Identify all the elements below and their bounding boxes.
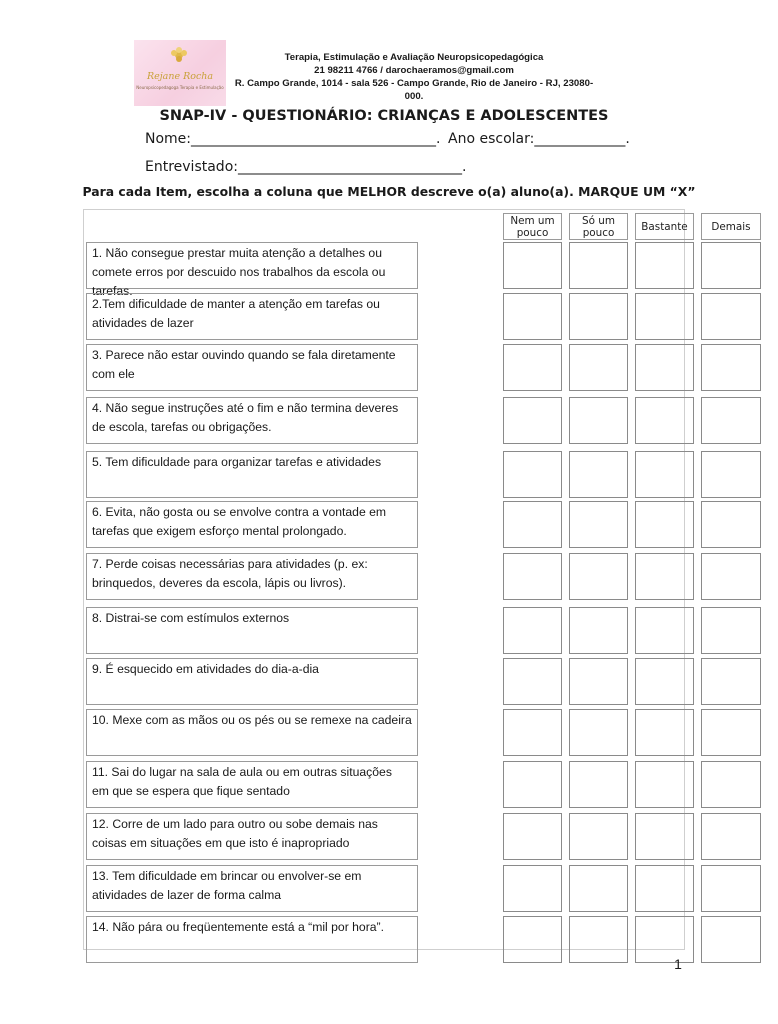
answer-cell[interactable] bbox=[701, 553, 761, 600]
answer-cell[interactable] bbox=[569, 451, 628, 498]
logo bbox=[134, 40, 226, 106]
answer-cell[interactable] bbox=[635, 813, 694, 860]
question-text: 14. Não pára ou freqüentemente está a “mil por hora”. bbox=[86, 916, 418, 963]
answer-cell[interactable] bbox=[635, 658, 694, 705]
header-info bbox=[234, 51, 594, 103]
table-row bbox=[83, 916, 685, 963]
answer-cell[interactable] bbox=[701, 397, 761, 444]
table-row bbox=[83, 865, 685, 912]
question-text: 6. Evita, não gosta ou se envolve contra a vontade em tarefas que exigem esforço mental prolongado. bbox=[86, 501, 418, 548]
answer-cell[interactable] bbox=[701, 813, 761, 860]
question-text: 7. Perde coisas necessárias para atividades (p. ex: brinquedos, deveres da escola, lápis ou livros). bbox=[86, 553, 418, 600]
answer-cell[interactable] bbox=[503, 451, 562, 498]
answer-cell[interactable] bbox=[503, 293, 562, 340]
answer-cell[interactable] bbox=[569, 658, 628, 705]
instruction-text: Para cada Item, escolha a coluna que MELHOR descreve o(a) aluno(a). MARQUE UM “X” bbox=[82, 184, 696, 199]
question-text: 8. Distrai-se com estímulos externos bbox=[86, 607, 418, 654]
answer-cell[interactable] bbox=[701, 242, 761, 289]
answer-cell[interactable] bbox=[701, 761, 761, 808]
answer-cell[interactable] bbox=[503, 709, 562, 756]
question-text: 3. Parece não estar ouvindo quando se fala diretamente com ele bbox=[86, 344, 418, 391]
answer-cell[interactable] bbox=[701, 344, 761, 391]
table-row bbox=[83, 813, 685, 860]
question-text: 12. Corre de um lado para outro ou sobe demais nas coisas em situações em que isto é inapropriado bbox=[86, 813, 418, 860]
answer-cell[interactable] bbox=[635, 397, 694, 444]
answer-cell[interactable] bbox=[569, 709, 628, 756]
answer-cell[interactable] bbox=[635, 761, 694, 808]
answer-cell[interactable] bbox=[635, 344, 694, 391]
answer-cell[interactable] bbox=[701, 709, 761, 756]
answer-cell[interactable] bbox=[503, 397, 562, 444]
answer-cell[interactable] bbox=[503, 344, 562, 391]
answer-cell[interactable] bbox=[503, 242, 562, 289]
answer-cell[interactable] bbox=[569, 344, 628, 391]
column-header: Nem um pouco bbox=[503, 213, 562, 240]
question-text: 4. Não segue instruções até o fim e não termina deveres de escola, tarefas ou obrigações. bbox=[86, 397, 418, 444]
answer-cell[interactable] bbox=[569, 242, 628, 289]
name-field[interactable]: Nome:___________________________________. bbox=[145, 131, 441, 147]
answer-cell[interactable] bbox=[701, 865, 761, 912]
answer-cell[interactable] bbox=[569, 761, 628, 808]
table-row bbox=[83, 607, 685, 654]
answer-cell[interactable] bbox=[503, 658, 562, 705]
answer-cell[interactable] bbox=[701, 916, 761, 963]
answer-cell[interactable] bbox=[635, 553, 694, 600]
answer-cell[interactable] bbox=[635, 865, 694, 912]
table-row bbox=[83, 451, 685, 498]
table-row bbox=[83, 553, 685, 600]
header-line-2: 21 98211 4766 / darochaeramos@gmail.com bbox=[314, 65, 514, 76]
flower-icon bbox=[168, 46, 190, 64]
table-row bbox=[83, 293, 685, 340]
answer-cell[interactable] bbox=[701, 607, 761, 654]
answer-cell[interactable] bbox=[503, 553, 562, 600]
question-text: 13. Tem dificuldade em brincar ou envolver-se em atividades de lazer de forma calma bbox=[86, 865, 418, 912]
column-header: Bastante bbox=[635, 213, 694, 240]
answer-cell[interactable] bbox=[701, 658, 761, 705]
question-text: 2.Tem dificuldade de manter a atenção em tarefas ou atividades de lazer bbox=[86, 293, 418, 340]
question-text: 1. Não consegue prestar muita atenção a detalhes ou comete erros por descuido nos trabalhos da escola ou tarefas. bbox=[86, 242, 418, 289]
answer-cell[interactable] bbox=[635, 293, 694, 340]
answer-cell[interactable] bbox=[569, 293, 628, 340]
answer-cell[interactable] bbox=[635, 501, 694, 548]
answer-cell[interactable] bbox=[503, 761, 562, 808]
table-row bbox=[83, 658, 685, 705]
answer-cell[interactable] bbox=[701, 451, 761, 498]
answer-cell[interactable] bbox=[701, 501, 761, 548]
table-row bbox=[83, 501, 685, 548]
answer-cell[interactable] bbox=[569, 813, 628, 860]
answer-cell[interactable] bbox=[569, 607, 628, 654]
answer-cell[interactable] bbox=[635, 451, 694, 498]
question-text: 5. Tem dificuldade para organizar tarefas e atividades bbox=[86, 451, 418, 498]
school-year-field[interactable]: Ano escolar:_____________. bbox=[448, 131, 630, 147]
logo-name: Rejane Rocha bbox=[146, 71, 214, 82]
table-row bbox=[83, 397, 685, 444]
table-row bbox=[83, 761, 685, 808]
logo-subtitle: Neuropsicopedagoga Terapia e Estimulação bbox=[136, 85, 224, 90]
question-text: 11. Sai do lugar na sala de aula ou em outras situações em que se espera que fique sentado bbox=[86, 761, 418, 808]
table-row bbox=[83, 709, 685, 756]
question-text: 10. Mexe com as mãos ou os pés ou se remexe na cadeira bbox=[86, 709, 418, 756]
answer-cell[interactable] bbox=[569, 553, 628, 600]
answer-cell[interactable] bbox=[503, 916, 562, 963]
question-text: 9. É esquecido em atividades do dia-a-dia bbox=[86, 658, 418, 705]
answer-cell[interactable] bbox=[503, 501, 562, 548]
answer-cell[interactable] bbox=[701, 293, 761, 340]
answer-cell[interactable] bbox=[503, 865, 562, 912]
answer-cell[interactable] bbox=[503, 607, 562, 654]
header-line-1: Terapia, Estimulação e Avaliação Neuropsicopedagógica bbox=[284, 52, 544, 63]
answer-cell[interactable] bbox=[635, 709, 694, 756]
questionnaire-table bbox=[83, 209, 751, 950]
table-row bbox=[83, 344, 685, 391]
table-row bbox=[83, 242, 685, 298]
answer-cell[interactable] bbox=[569, 916, 628, 963]
answer-cell[interactable] bbox=[635, 242, 694, 289]
answer-cell[interactable] bbox=[503, 813, 562, 860]
answer-cell[interactable] bbox=[569, 865, 628, 912]
page-number: 1 bbox=[674, 956, 682, 972]
column-header: Demais bbox=[701, 213, 761, 240]
column-header: Só um pouco bbox=[569, 213, 628, 240]
answer-cell[interactable] bbox=[569, 501, 628, 548]
answer-cell[interactable] bbox=[635, 607, 694, 654]
header-line-3: R. Campo Grande, 1014 - sala 526 - Campo Grande, Rio de Janeiro - RJ, 23080-000. bbox=[234, 78, 594, 102]
page-title: SNAP-IV - QUESTIONÁRIO: CRIANÇAS E ADOLESCENTES bbox=[159, 108, 609, 124]
answer-cell[interactable] bbox=[569, 397, 628, 444]
interviewee-field[interactable]: Entrevistado:________________________________. bbox=[145, 159, 467, 175]
